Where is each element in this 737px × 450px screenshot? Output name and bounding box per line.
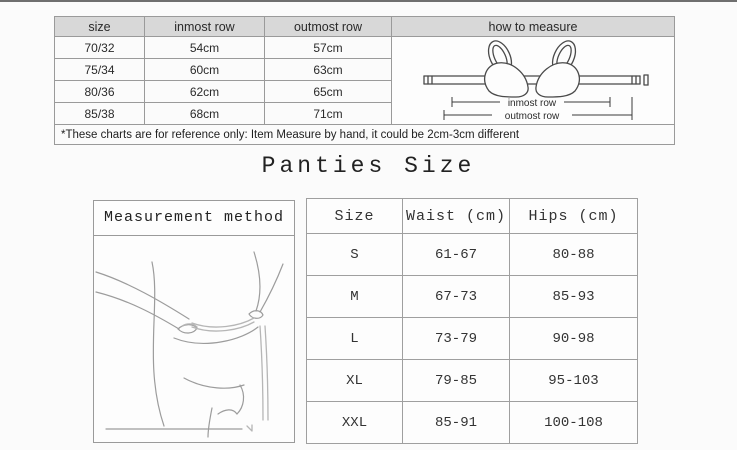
bra-cell-size: 85/38 [55, 103, 145, 125]
bra-cell-outmost: 63cm [265, 59, 392, 81]
bra-cell-outmost: 57cm [265, 37, 392, 59]
bra-cell-size: 75/34 [55, 59, 145, 81]
table-row [307, 318, 638, 360]
panties-cell-waist: 61-67 [403, 234, 510, 276]
bra-table-header-row [55, 17, 675, 37]
bra-cell-outmost: 71cm [265, 103, 392, 125]
bra-size-table [54, 16, 675, 145]
panties-cell-hips: 85-93 [510, 276, 638, 318]
panties-cell-size: L [307, 318, 403, 360]
bra-cell-outmost: 65cm [265, 81, 392, 103]
panties-cell-size: M [307, 276, 403, 318]
dimension-line-inmost [452, 97, 610, 109]
bra-cell-inmost: 68cm [145, 103, 265, 125]
outmost-row-label: outmost row [504, 110, 560, 122]
bra-measure-diagram [392, 39, 673, 123]
panties-cell-size: S [307, 234, 403, 276]
measurement-figure-illustration [94, 236, 292, 440]
measurement-method-title: Measurement method [94, 201, 294, 236]
panties-cell-hips: 100-108 [510, 402, 638, 444]
top-divider-line [0, 0, 737, 2]
panties-size-title: Panties Size [261, 153, 476, 179]
panties-cell-size: XXL [307, 402, 403, 444]
inmost-row-label: inmost row [507, 97, 557, 109]
bra-cell-inmost: 62cm [145, 81, 265, 103]
how-to-measure-diagram-cell [392, 37, 675, 125]
panties-table-header-row [307, 199, 638, 234]
table-row [307, 402, 638, 444]
panties-size-table [306, 198, 638, 444]
panties-cell-size: XL [307, 360, 403, 402]
bra-header-how-to-measure: how to measure [392, 17, 675, 37]
panties-cell-waist: 67-73 [403, 276, 510, 318]
panties-cell-waist: 73-79 [403, 318, 510, 360]
panties-cell-hips: 95-103 [510, 360, 638, 402]
panties-cell-hips: 90-98 [510, 318, 638, 360]
panties-header-waist: Waist (cm) [403, 199, 510, 234]
bra-cell-inmost: 54cm [145, 37, 265, 59]
table-row [307, 360, 638, 402]
bra-band-icon [424, 75, 648, 85]
bra-cups-icon [485, 62, 580, 96]
bra-cell-size: 80/36 [55, 81, 145, 103]
measurement-method-box [93, 200, 295, 443]
panties-cell-waist: 79-85 [403, 360, 510, 402]
panties-header-hips: Hips (cm) [510, 199, 638, 234]
table-row [307, 276, 638, 318]
bra-header-outmost-row: outmost row [265, 17, 392, 37]
table-row [307, 234, 638, 276]
panties-header-size: Size [307, 199, 403, 234]
bra-header-inmost-row: inmost row [145, 17, 265, 37]
panties-cell-hips: 80-88 [510, 234, 638, 276]
reference-note: *These charts are for reference only: Item Measure by hand, it could be 2cm-3cm different [55, 125, 675, 145]
reference-note-row [55, 125, 675, 145]
bra-cell-inmost: 60cm [145, 59, 265, 81]
bra-header-size: size [55, 17, 145, 37]
panties-cell-waist: 85-91 [403, 402, 510, 444]
bra-cell-size: 70/32 [55, 37, 145, 59]
table-row [55, 37, 675, 59]
